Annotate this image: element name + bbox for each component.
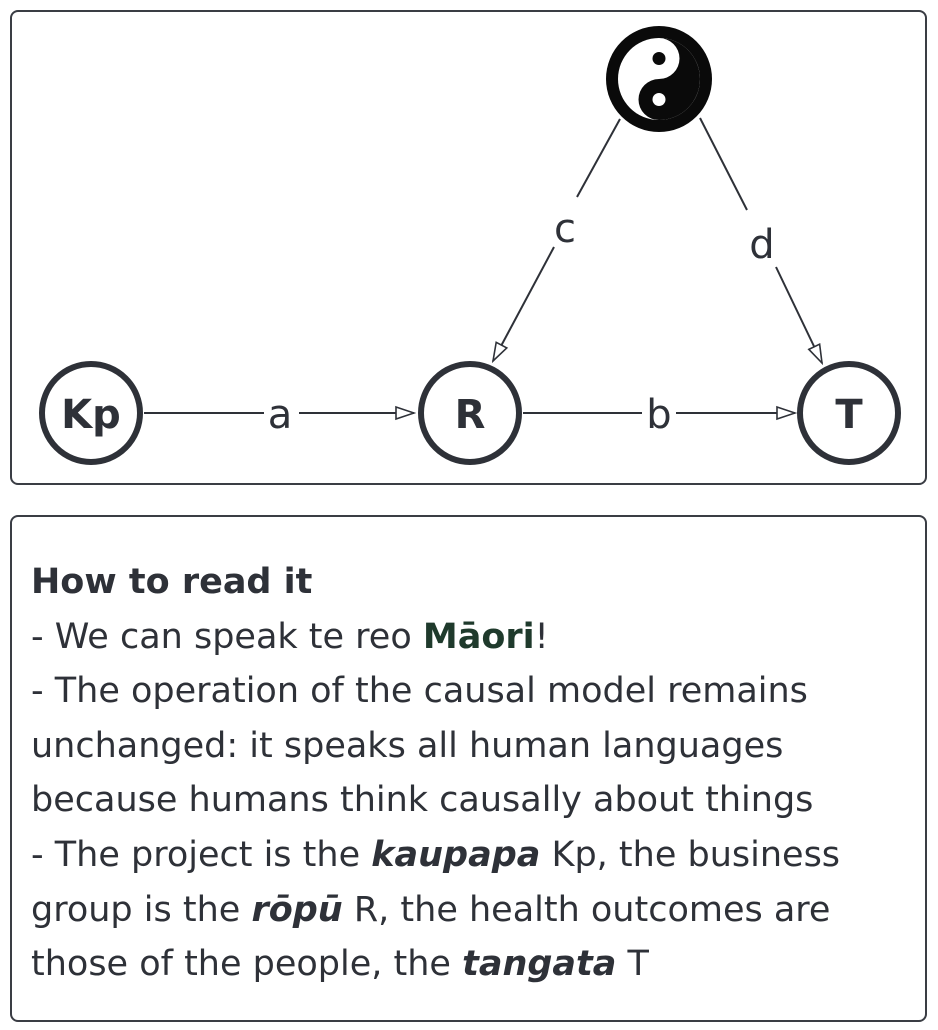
edge-label-d: d xyxy=(749,222,775,268)
legend-line-7 xyxy=(31,937,911,992)
maori-word: Māori xyxy=(422,616,535,657)
legend-line-1-suffix: ! xyxy=(534,616,549,657)
node-t xyxy=(800,364,898,462)
legend-line-1-prefix: - We can speak te reo xyxy=(31,616,423,657)
node-kp xyxy=(42,364,140,462)
edge-b xyxy=(523,392,795,438)
yin-yang-icon xyxy=(606,26,712,132)
legend-line-6-suffix: R, the health outcomes are xyxy=(342,889,831,930)
legend-line-2: - The operation of the causal model remains xyxy=(31,671,808,712)
legend-line-1 xyxy=(31,610,911,665)
diagram-panel xyxy=(10,10,927,485)
causal-diagram xyxy=(12,12,925,483)
legend-line-6-prefix: group is the xyxy=(31,889,252,930)
legend-line-7-prefix: those of the people, the xyxy=(31,944,463,985)
term-tangata: tangata xyxy=(462,944,617,985)
node-t-label: T xyxy=(835,392,863,438)
legend-line-7-suffix: T xyxy=(616,944,649,985)
legend-line-5 xyxy=(31,828,911,883)
node-r-label: R xyxy=(454,392,486,438)
edge-c xyxy=(493,119,620,361)
node-kp-label: Kp xyxy=(61,392,121,438)
node-r xyxy=(421,364,519,462)
edge-label-c: c xyxy=(554,206,576,252)
term-kaupapa: kaupapa xyxy=(371,834,541,875)
edge-label-b: b xyxy=(646,392,672,438)
legend-line-6 xyxy=(31,883,911,938)
term-ropu: rōpū xyxy=(251,889,343,930)
legend-line-5-suffix: Kp, the business xyxy=(540,834,841,875)
legend-line-3: unchanged: it speaks all human languages xyxy=(31,725,784,766)
legend-text xyxy=(31,555,911,992)
edge-label-a: a xyxy=(267,392,293,438)
legend-panel xyxy=(10,515,927,1022)
legend-heading: How to read it xyxy=(31,562,313,602)
legend-line-4: because humans think causally about things xyxy=(31,780,814,821)
edge-a xyxy=(144,392,414,438)
legend-line-5-prefix: - The project is the xyxy=(31,834,372,875)
edge-d xyxy=(700,118,822,363)
